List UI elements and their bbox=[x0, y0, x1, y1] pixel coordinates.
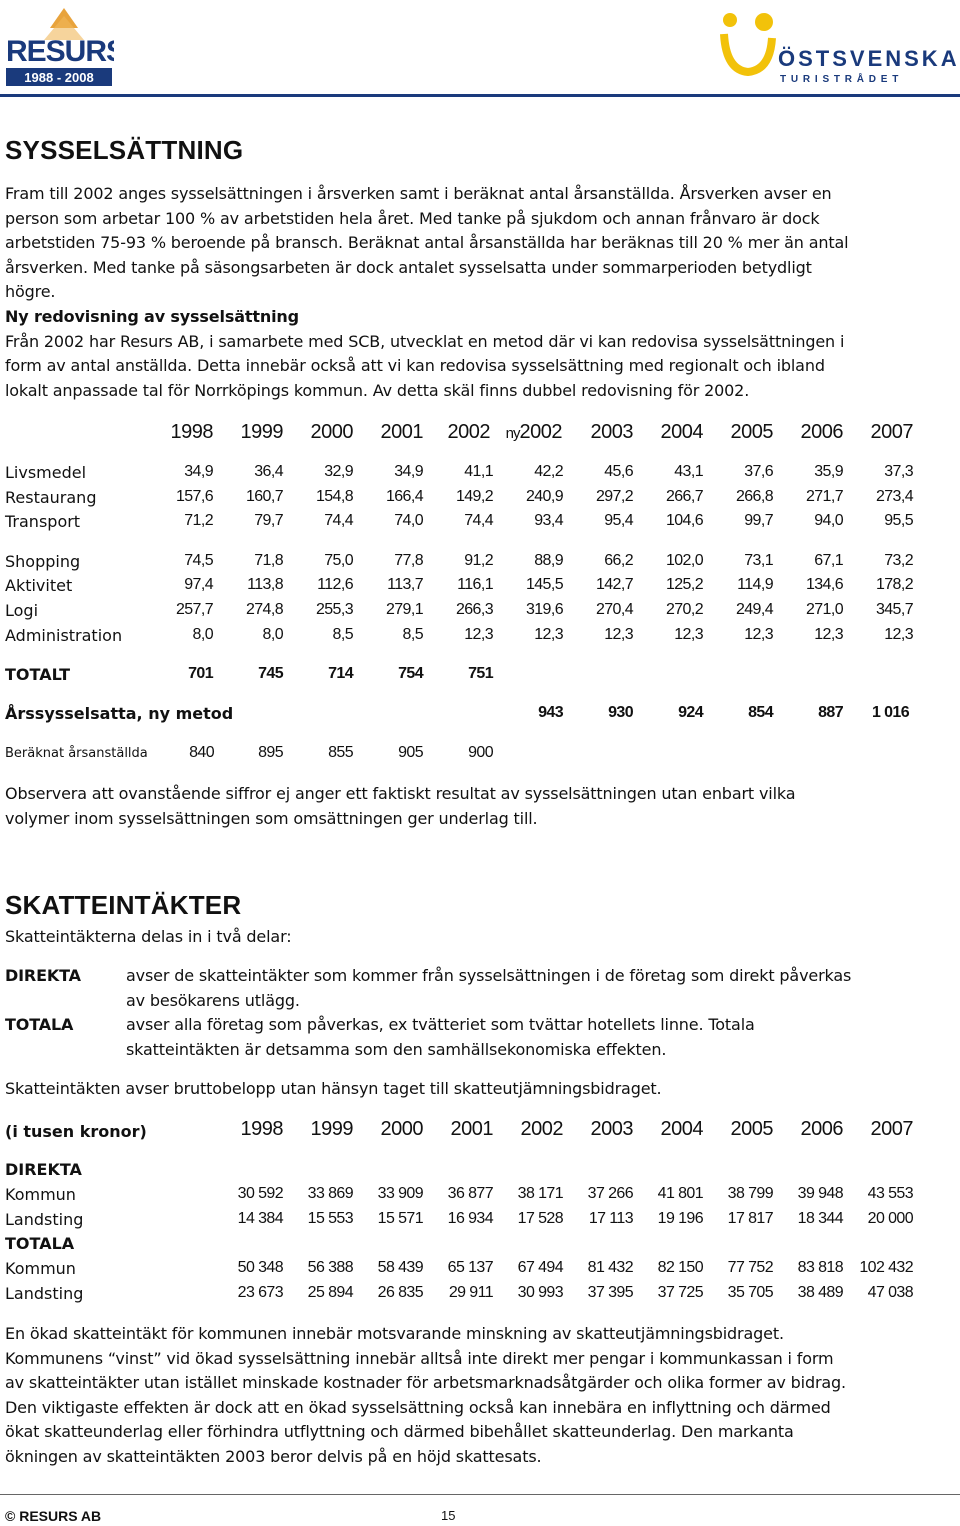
table-cell: 17 817 bbox=[727, 1210, 773, 1227]
table-cell: 16 934 bbox=[447, 1210, 493, 1227]
skatt-brutto-note: Skatteintäkten avser bruttobelopp utan hänsyn taget till skatteutjämningsbidraget. bbox=[5, 1079, 662, 1098]
table-cell: 855 bbox=[328, 744, 353, 761]
table-cell: 43,1 bbox=[674, 463, 703, 480]
table-cell: 274,8 bbox=[245, 601, 283, 618]
table-cell: 319,6 bbox=[525, 601, 563, 618]
row-label: Kommun bbox=[5, 1259, 76, 1278]
method-line: form av antal anställda. Detta innebär också att vi kan redovisa sysselsättning med regionalt och ibland bbox=[5, 356, 825, 376]
table-cell: 279,1 bbox=[385, 601, 423, 618]
table-cell: 160,7 bbox=[245, 488, 283, 505]
table-cell: 25 894 bbox=[307, 1284, 353, 1301]
table-cell: 1 016 bbox=[871, 704, 909, 721]
table-cell: 900 bbox=[468, 744, 493, 761]
table-cell: 8,5 bbox=[402, 626, 423, 643]
table-cell: 701 bbox=[188, 665, 213, 682]
table-cell: 154,8 bbox=[315, 488, 353, 505]
table-cell: 19 196 bbox=[657, 1210, 703, 1227]
table-cell: 149,2 bbox=[455, 488, 493, 505]
year-cell: 2004 bbox=[660, 1118, 703, 1140]
ny-prefix: ny bbox=[505, 425, 520, 442]
table-cell: 81 432 bbox=[587, 1259, 633, 1276]
table-cell: 145,5 bbox=[525, 576, 563, 593]
skatt-definitions bbox=[5, 964, 955, 1062]
table-cell: 854 bbox=[748, 704, 773, 721]
year-cell: 1999 bbox=[310, 1118, 353, 1140]
year-cell: 2007 bbox=[870, 1118, 913, 1140]
year-cell: 2002 bbox=[447, 421, 490, 443]
table-cell: 38 171 bbox=[517, 1185, 563, 1202]
year-cell: 2001 bbox=[380, 421, 423, 443]
table-cell: 91,2 bbox=[464, 552, 493, 569]
header-rule bbox=[0, 94, 960, 97]
table-cell: 73,2 bbox=[884, 552, 913, 569]
table-cell: 30 993 bbox=[517, 1284, 563, 1301]
resurs-logo-text: RESURS bbox=[6, 35, 114, 68]
year-cell: 2002 bbox=[520, 1118, 563, 1140]
table-cell: 745 bbox=[258, 665, 283, 682]
year-cell: 1998 bbox=[170, 421, 213, 443]
table-cell: 840 bbox=[189, 744, 214, 761]
table-cell: 270,2 bbox=[665, 601, 703, 618]
table-cell: 8,0 bbox=[262, 626, 283, 643]
definition-totala bbox=[5, 1013, 955, 1062]
table-cell: 33 869 bbox=[307, 1185, 353, 1202]
table-cell: 74,4 bbox=[464, 512, 493, 529]
table-cell: 33 909 bbox=[377, 1185, 423, 1202]
table-cell: 12,3 bbox=[884, 626, 913, 643]
closing-line: Kommunens “vinst” vid ökad sysselsättning innebär alltså inte direkt mer pengar i kommunkassan i form bbox=[5, 1348, 834, 1368]
table-row bbox=[0, 601, 960, 625]
section-label: DIREKTA bbox=[5, 1160, 82, 1179]
arssyssel-row bbox=[0, 704, 960, 728]
row-label: Shopping bbox=[5, 552, 81, 571]
table-cell: 99,7 bbox=[744, 512, 773, 529]
row-label: Beräknat årsanställda bbox=[5, 746, 148, 761]
row-label: Landsting bbox=[5, 1210, 84, 1229]
row-label: Logi bbox=[5, 601, 39, 620]
table-cell: 35,9 bbox=[814, 463, 843, 480]
table-cell: 56 388 bbox=[307, 1259, 353, 1276]
totalt-row bbox=[0, 665, 960, 689]
table-cell: 895 bbox=[258, 744, 283, 761]
table-cell: 77,8 bbox=[394, 552, 423, 569]
table-cell: 30 592 bbox=[237, 1185, 283, 1202]
table-cell: 104,6 bbox=[665, 512, 703, 529]
table-row bbox=[0, 488, 960, 512]
resurs-logo-years: 1988 - 2008 bbox=[24, 70, 94, 85]
year-cell: 2003 bbox=[590, 1118, 633, 1140]
table-cell: 12,3 bbox=[534, 626, 563, 643]
beraknat-row bbox=[0, 744, 960, 768]
table-cell: 102 432 bbox=[859, 1259, 913, 1276]
table-cell: 924 bbox=[678, 704, 703, 721]
table-cell: 37 266 bbox=[587, 1185, 633, 1202]
definition-line: avser alla företag som påverkas, ex tvätteriet som tvättar hotellets linne. Totala bbox=[126, 1015, 755, 1034]
table-cell: 15 571 bbox=[377, 1210, 423, 1227]
method-line: lokalt anpassade tal för Norrköpings kommun. Av detta skäl finns dubbel redovisning för 2002. bbox=[5, 380, 750, 400]
table-cell: 67 494 bbox=[517, 1259, 563, 1276]
table-cell: 102,0 bbox=[665, 552, 703, 569]
intro-line: arbetstiden 75-93 % beroende på bransch. Beräknat antal årsanställda har beräknas till 20 % mer än antal bbox=[5, 233, 849, 253]
table-cell: 12,3 bbox=[464, 626, 493, 643]
table-cell: 8,0 bbox=[192, 626, 213, 643]
table-cell: 12,3 bbox=[604, 626, 633, 643]
table-cell: 47 038 bbox=[867, 1284, 913, 1301]
ny-year: 2002 bbox=[519, 421, 562, 443]
table-cell: 166,4 bbox=[385, 488, 423, 505]
table-row bbox=[0, 1259, 960, 1283]
year-cell: 2006 bbox=[800, 421, 843, 443]
table-cell: 134,6 bbox=[805, 576, 843, 593]
table-cell: 94,0 bbox=[814, 512, 843, 529]
skatt-year-header bbox=[0, 1118, 960, 1146]
table-cell: 114,9 bbox=[737, 576, 773, 593]
table-cell: 8,5 bbox=[332, 626, 353, 643]
table-row bbox=[0, 1284, 960, 1308]
table-cell: 142,7 bbox=[595, 576, 633, 593]
table-cell: 116,1 bbox=[457, 576, 493, 593]
table-cell: 37 395 bbox=[587, 1284, 633, 1301]
table-cell: 125,2 bbox=[665, 576, 703, 593]
table-cell: 95,4 bbox=[604, 512, 633, 529]
definition-direkta bbox=[5, 964, 955, 1013]
table-cell: 74,5 bbox=[184, 552, 213, 569]
row-label: Aktivitet bbox=[5, 576, 73, 595]
unit-label: (i tusen kronor) bbox=[5, 1122, 147, 1141]
section-row bbox=[0, 1234, 960, 1258]
table-cell: 751 bbox=[468, 665, 493, 682]
table-cell: 271,0 bbox=[805, 601, 843, 618]
year-cell: 2006 bbox=[800, 1118, 843, 1140]
table-cell: 905 bbox=[398, 744, 423, 761]
ostsvenska-logo bbox=[718, 8, 956, 86]
table-row bbox=[0, 1210, 960, 1234]
table-cell: 79,7 bbox=[254, 512, 283, 529]
table-row bbox=[0, 626, 960, 650]
resurs-logo bbox=[4, 6, 114, 88]
year-cell: 2000 bbox=[310, 421, 353, 443]
closing-line: ökningen av skatteintäkten 2003 beror delvis på en höjd skattesats. bbox=[5, 1446, 542, 1466]
table-cell: 20 000 bbox=[867, 1210, 913, 1227]
footer-rule bbox=[0, 1494, 960, 1495]
intro-line: person som arbetar 100 % av arbetstiden hela året. Med tanke på sjukdom och annan frånvaro är dock bbox=[5, 208, 820, 228]
table-cell: 26 835 bbox=[377, 1284, 423, 1301]
table-cell: 36 877 bbox=[447, 1185, 493, 1202]
footer-copyright: © RESURS AB bbox=[5, 1508, 102, 1524]
table-cell: 943 bbox=[538, 704, 563, 721]
table-cell: 345,7 bbox=[875, 601, 913, 618]
row-label: Transport bbox=[5, 512, 81, 531]
table-cell: 266,3 bbox=[455, 601, 493, 618]
table-cell: 255,3 bbox=[315, 601, 353, 618]
year-cell: 2001 bbox=[450, 1118, 493, 1140]
table-row bbox=[0, 463, 960, 487]
table-cell: 58 439 bbox=[377, 1259, 423, 1276]
table-cell: 82 150 bbox=[657, 1259, 703, 1276]
table-cell: 97,4 bbox=[184, 576, 213, 593]
table-cell: 39 948 bbox=[797, 1185, 843, 1202]
table-cell: 37 725 bbox=[657, 1284, 703, 1301]
table-cell: 71,2 bbox=[184, 512, 213, 529]
table-cell: 71,8 bbox=[254, 552, 283, 569]
year-cell: 2004 bbox=[660, 421, 703, 443]
skatt-title: SKATTEINTÄKTER bbox=[5, 890, 242, 920]
table-cell: 12,3 bbox=[674, 626, 703, 643]
table-cell: 178,2 bbox=[875, 576, 913, 593]
table-row bbox=[0, 1185, 960, 1209]
table-cell: 37,6 bbox=[744, 463, 773, 480]
row-label: Årssysselsatta, ny metod bbox=[5, 704, 234, 723]
table-cell: 38 799 bbox=[727, 1185, 773, 1202]
table-cell: 266,7 bbox=[665, 488, 703, 505]
table-cell: 67,1 bbox=[814, 552, 843, 569]
table-row bbox=[0, 552, 960, 576]
table-cell: 14 384 bbox=[237, 1210, 283, 1227]
table-cell: 50 348 bbox=[237, 1259, 283, 1276]
table-cell: 83 818 bbox=[797, 1259, 843, 1276]
definition-term: DIREKTA bbox=[5, 966, 81, 985]
year-cell-ny bbox=[490, 421, 562, 444]
table-cell: 88,9 bbox=[534, 552, 563, 569]
table-cell: 74,4 bbox=[324, 512, 353, 529]
note-line: Observera att ovanstående siffror ej anger ett faktiskt resultat av sysselsättningen utan enbart vilka bbox=[5, 784, 796, 803]
table-cell: 930 bbox=[608, 704, 633, 721]
table-cell: 37,3 bbox=[884, 463, 913, 480]
table-cell: 41,1 bbox=[464, 463, 493, 480]
table-cell: 66,2 bbox=[604, 552, 633, 569]
table-cell: 36,4 bbox=[254, 463, 283, 480]
table-cell: 15 553 bbox=[307, 1210, 353, 1227]
year-cell: 1999 bbox=[240, 421, 283, 443]
table-cell: 714 bbox=[328, 665, 353, 682]
note-line: volymer inom sysselsättningen som omsättningen ger underlag till. bbox=[5, 808, 538, 828]
table-cell: 23 673 bbox=[237, 1284, 283, 1301]
section-label: TOTALA bbox=[5, 1234, 75, 1253]
syssel-note bbox=[5, 782, 955, 831]
closing-line: ökat skatteunderlag eller förhindra utflyttning och därmed bibehållet skatteunderlag. Den markanta bbox=[5, 1422, 794, 1442]
row-label: Kommun bbox=[5, 1185, 76, 1204]
table-row bbox=[0, 576, 960, 600]
method-line: Från 2002 har Resurs AB, i samarbete med SCB, utvecklat en metod där vi kan redovisa sysselsättningen i bbox=[5, 331, 845, 351]
table-cell: 41 801 bbox=[657, 1185, 703, 1202]
section-row bbox=[0, 1160, 960, 1184]
footer-page-number: 15 bbox=[441, 1508, 456, 1523]
table-cell: 77 752 bbox=[727, 1259, 773, 1276]
table-cell: 38 489 bbox=[797, 1284, 843, 1301]
table-cell: 113,8 bbox=[247, 576, 283, 593]
row-label: Restaurang bbox=[5, 488, 97, 507]
syssel-title: SYSSELSÄTTNING bbox=[5, 135, 244, 165]
table-cell: 35 705 bbox=[727, 1284, 773, 1301]
table-cell: 29 911 bbox=[448, 1284, 493, 1301]
table-cell: 112,6 bbox=[317, 576, 353, 593]
closing-line: En ökad skatteintäkt för kommunen innebär motsvarande minskning av skatteutjämningsbidraget. bbox=[5, 1324, 784, 1343]
table-cell: 34,9 bbox=[184, 463, 213, 480]
row-label: Livsmedel bbox=[5, 463, 87, 482]
row-label: Landsting bbox=[5, 1284, 84, 1303]
table-cell: 157,6 bbox=[175, 488, 213, 505]
table-cell: 257,7 bbox=[175, 601, 213, 618]
year-cell: 2000 bbox=[380, 1118, 423, 1140]
table-cell: 17 528 bbox=[517, 1210, 563, 1227]
intro-line: årsverken. Med tanke på säsongsarbeten är dock antalet sysselsatta under sommarperioden betydligt bbox=[5, 257, 812, 277]
table-row bbox=[0, 512, 960, 536]
table-cell: 270,4 bbox=[595, 601, 633, 618]
year-cell: 2005 bbox=[730, 421, 773, 443]
table-cell: 297,2 bbox=[595, 488, 633, 505]
table-cell: 74,0 bbox=[394, 512, 423, 529]
intro-line: Fram till 2002 anges sysselsättningen i årsverken samt i beräknat antal årsanställda. Årsverken avser en bbox=[5, 184, 832, 203]
table-cell: 43 553 bbox=[867, 1185, 913, 1202]
table-cell: 75,0 bbox=[324, 552, 353, 569]
table-cell: 32,9 bbox=[324, 463, 353, 480]
table-cell: 273,4 bbox=[875, 488, 913, 505]
table-cell: 34,9 bbox=[394, 463, 423, 480]
closing-line: av skatteintäkter utan istället minskade kostnader för arbetsmarknadsåtgärder och olika former av bidrag. bbox=[5, 1373, 846, 1393]
table-cell: 271,7 bbox=[805, 488, 843, 505]
table-cell: 45,6 bbox=[604, 463, 633, 480]
table-cell: 42,2 bbox=[534, 463, 563, 480]
definition-term: TOTALA bbox=[5, 1015, 74, 1034]
table-cell: 17 113 bbox=[588, 1210, 633, 1227]
table-cell: 249,4 bbox=[735, 601, 773, 618]
row-label: TOTALT bbox=[5, 665, 71, 684]
year-cell: 2005 bbox=[730, 1118, 773, 1140]
table-cell: 73,1 bbox=[744, 552, 773, 569]
table-cell: 65 137 bbox=[447, 1259, 493, 1276]
table-cell: 754 bbox=[398, 665, 423, 682]
year-cell: 2007 bbox=[870, 421, 913, 443]
table-cell: 12,3 bbox=[814, 626, 843, 643]
year-cell: 1998 bbox=[240, 1118, 283, 1140]
ostsvenska-logo-subtext: T U R I S T R Å D E T bbox=[780, 74, 900, 85]
syssel-subheading: Ny redovisning av sysselsättning bbox=[5, 306, 299, 326]
row-label: Administration bbox=[5, 626, 123, 645]
definition-line: avser de skatteintäkter som kommer från sysselsättningen i de företag som direkt påverkas bbox=[126, 966, 852, 985]
syssel-year-header bbox=[0, 421, 960, 449]
table-cell: 266,8 bbox=[735, 488, 773, 505]
definition-line: av besökarens utlägg. bbox=[126, 990, 300, 1010]
syssel-intro bbox=[5, 182, 955, 403]
table-cell: 240,9 bbox=[525, 488, 563, 505]
table-cell: 113,7 bbox=[387, 576, 423, 593]
closing-line: Den viktigaste effekten är dock att en ökad sysselsättning också kan innebära en inflyttning och därmed bbox=[5, 1397, 831, 1417]
table-cell: 12,3 bbox=[744, 626, 773, 643]
table-cell: 95,5 bbox=[884, 512, 913, 529]
skatt-closing bbox=[5, 1322, 955, 1470]
table-cell: 18 344 bbox=[797, 1210, 843, 1227]
skatt-subtitle: Skatteintäkterna delas in i två delar: bbox=[5, 927, 292, 946]
definition-line: skatteintäkten är detsamma som den samhällsekonomiska effekten. bbox=[126, 1039, 667, 1059]
table-cell: 887 bbox=[818, 704, 843, 721]
table-cell: 93,4 bbox=[534, 512, 563, 529]
ostsvenska-logo-text: ÖSTSVENSKA bbox=[778, 46, 956, 71]
intro-line: högre. bbox=[5, 282, 56, 302]
year-cell: 2003 bbox=[590, 421, 633, 443]
